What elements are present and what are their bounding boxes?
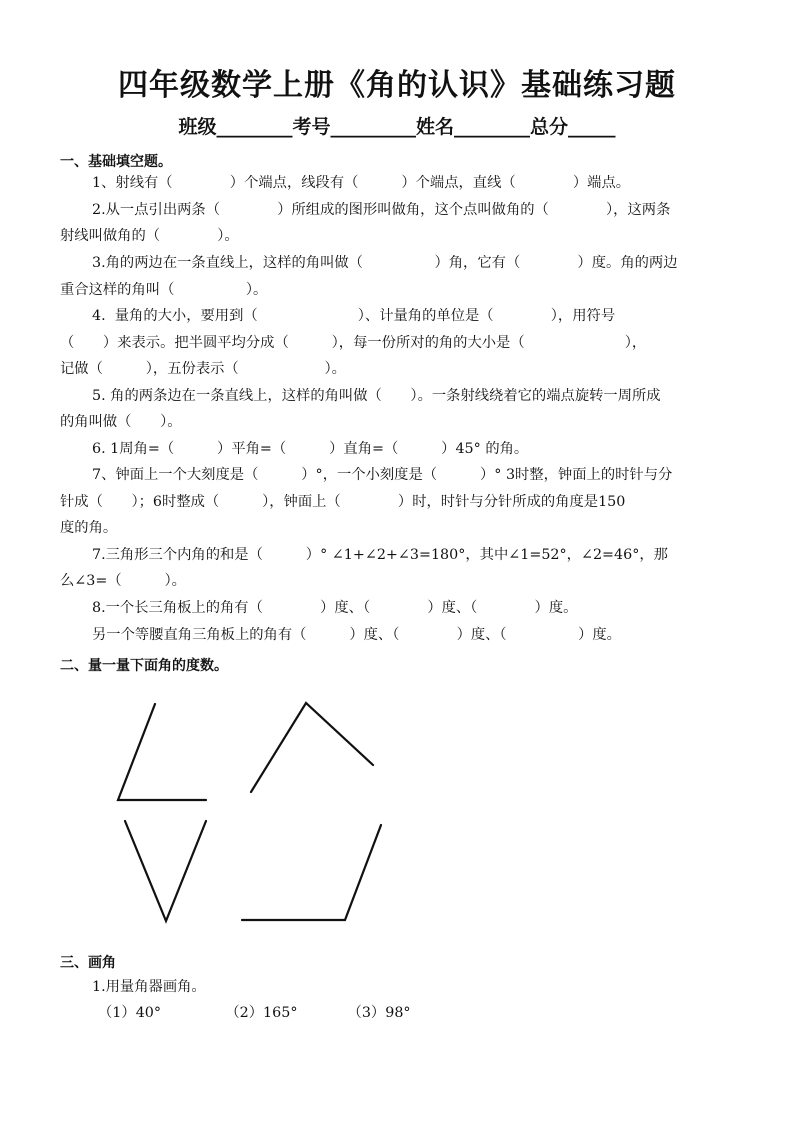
question-line: 1.用量角器画角。 [92, 979, 206, 995]
question-line: 记做（ ），五份表示（ ）。 [60, 361, 346, 377]
question-line: 2.从一点引出两条（ ）所组成的图形叫做角，这个点叫做角的（ ），这两条 [92, 202, 671, 218]
question-line: 另一个等腰直角三角板上的角有（ ）度、（ ）度、（ ）度。 [92, 627, 621, 643]
question-line: 的角叫做（ ）。 [60, 414, 182, 430]
question-line: 5. 角的两条边在一条直线上，这样的角叫做（ ）。一条射线绕着它的端点旋转一周所成 [92, 388, 661, 404]
angle-figure-1 [118, 704, 206, 800]
question-line: 么∠3=（ ）。 [60, 573, 186, 589]
worksheet-title: 四年级数学上册《角的认识》基础练习题 [118, 68, 676, 103]
question-line: 6. 1周角=（ ）平角=（ ）直角=（ ）45° 的角。 [92, 441, 529, 457]
angle-figure-4 [242, 825, 381, 920]
section-heading-measure-angles: 二、量一量下面角的度数。 [60, 658, 228, 674]
section-heading-fill-blank: 一、基础填空题。 [60, 154, 172, 170]
question-line: （ ）来表示。把半圆平均分成（ ），每一份所对的角的大小是（ ）， [60, 335, 647, 351]
question-line: 7.三角形三个内角的和是（ ）° ∠1+∠2+∠3=180°，其中∠1=52°，∠2=46°，那 [92, 547, 668, 563]
question-line: 度的角。 [60, 520, 118, 536]
angle-figure-3 [125, 821, 206, 921]
angle-figure-2 [251, 703, 373, 792]
section-heading-draw-angles: 三、画角 [60, 955, 116, 971]
question-line: 3.角的两边在一条直线上，这样的角叫做（ ）角，它有（ ）度。角的两边 [92, 255, 678, 271]
student-info-line: 班级________考号_________姓名________总分_____ [178, 116, 616, 138]
draw-angle-items: （1）40° （2）165° （3）98° [98, 1005, 411, 1021]
question-line: 8.一个长三角板上的角有（ ）度、（ ）度、（ ）度。 [92, 600, 578, 616]
question-line: 1、射线有（ ）个端点，线段有（ ）个端点，直线（ ）端点。 [92, 175, 631, 191]
question-line: 7、钟面上一个大刻度是（ ）°，一个小刻度是（ ）° 3时整，钟面上的时针与分 [92, 467, 673, 483]
question-line: 射线叫做角的（ ）。 [60, 228, 239, 244]
question-line: 针成（ ）；6时整成（ ），钟面上（ ）时，时针与分针所成的角度是150 [60, 494, 626, 510]
question-line: 4. 量角的大小，要用到（ ）、计量角的单位是（ ），用符号 [92, 308, 616, 324]
question-line: 重合这样的角叫（ ）。 [60, 282, 268, 298]
